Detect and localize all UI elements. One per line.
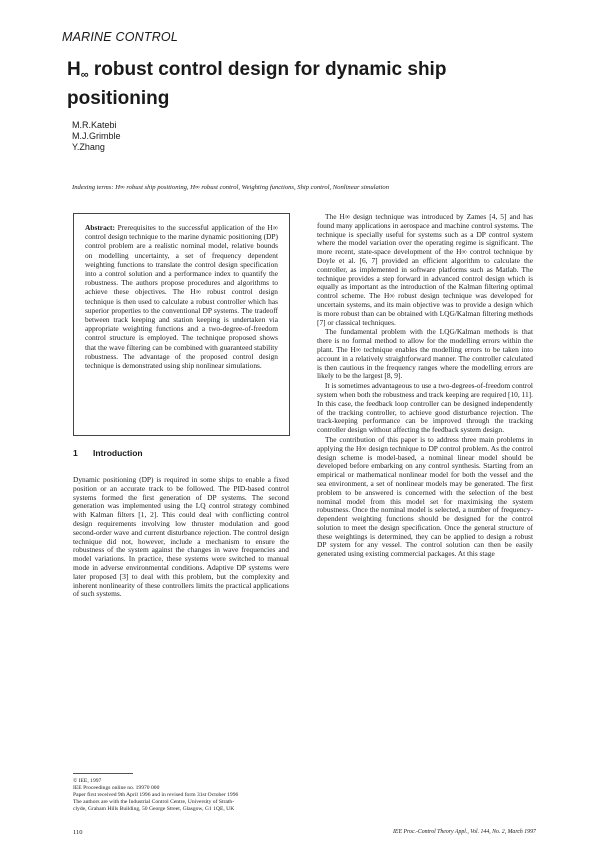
abstract-text: Prerequisites to the successful application of the H∞ control design technique to the marine dynamic positioning (DP) control problem are a realistic nominal model, relative bounds on modelling uncertainty, a set of frequency dependent weighting functions to translate the control design specification into a control solution and a performance index to quantify the robustness. The authors propose procedures and algorithms to achieve these objectives. The H∞ robust control design technique is then used to calculate a robust controller which has superior properties to the conventional DP systems. The tradeoff between track keeping and station keeping is undertaken via appropriate weighting functions and a two-degree-of-freedom control structure is employed. The technique proposed shows that the wave filtering can be combined with guaranteed stability robustness. The advantage of the proposed control design technique is demonstrated using ship nonlinear simulations. (85, 223, 278, 371)
keywords-label: Indexing terms: (72, 184, 114, 191)
footnote-line: IEE Proceedings online no. 19970 000 (73, 785, 160, 791)
left-column (73, 476, 289, 599)
section-label: MARINE CONTROL (62, 30, 179, 44)
abstract-paragraph (85, 223, 278, 370)
footnote-line: © IEE, 1997 (73, 778, 102, 784)
abstract-box (73, 213, 290, 436)
author-list (72, 120, 121, 153)
right-column (317, 212, 533, 559)
author-name: M.J.Grimble (72, 131, 121, 141)
journal-citation: IEE Proc.-Control Theory Appl., Vol. 144, No. 2, March 1997 (393, 829, 536, 835)
footnotes (73, 778, 289, 813)
footnote-line: clyde, Graham Hills Building, 50 George Street, Glasgow, G1 1QE, UK (73, 806, 235, 812)
title-prefix: H (67, 59, 81, 80)
page-number: 110 (73, 829, 83, 836)
body-paragraph: The fundamental problem with the LQG/Kalman methods is that there is no formal method to allow for the modelling errors within the plant. The H∞ technique enables the modelling errors to be taken into account in a relatively straightforward manner. The controller calculated is then cautious in the frequency ranges where the modelling errors are likely to be the largest [8, 9]. (317, 327, 533, 381)
footnote-line: The authors are with the Industrial Control Centre, University of Strath- (73, 799, 235, 805)
author-name: Y.Zhang (72, 142, 105, 152)
keywords-text: H∞ robust ship positioning, H∞ robust control, Weighting functions, Ship control, Nonlinear simulation (113, 184, 389, 191)
keywords-line (72, 184, 552, 191)
abstract-label: Abstract: (85, 223, 115, 232)
footnote-line: Paper first received 9th April 1996 and in revised form 31st October 1996 (73, 792, 239, 798)
section-number: 1 (73, 448, 78, 458)
section-heading (73, 448, 143, 458)
author-name: M.R.Katebi (72, 120, 117, 130)
section-title: Introduction (93, 448, 143, 458)
body-paragraph: The H∞ design technique was introduced by Zames [4, 5] and has found many applications in aerospace and machine control systems. The technique is specially useful for systems such as a DP control system where the model variation over the operating regime is significant. The more recent, state-space development of the H∞ control technique by Doyle et al. [6, 7] provided an efficient algorithm to calculate the controller, as implemented in software platforms such as Matlab. The technique provides a step forward in advanced control design which is equally as important as the introduction of the Kalman filtering optimal control scheme. The H∞ robust design technique was developed for uncertain systems, and its main objective was to provide a design which is more robust than can be obtained with LQG/Kalman filtering methods [7] or classical techniques. (317, 212, 533, 327)
paper-title (67, 58, 507, 110)
body-paragraph: The contribution of this paper is to address three main problems in applying the H∞ design technique to DP control problem. As the control design scheme is model-based, a nominal linear model should be developed before embarking on any control synthesis. Starting from an empirical or mathematical nonlinear model for both the vessel and the sea environment, a set of nonlinear models may be generated. The first problem to be answered is concerned with the selection of the best nominal model from this model set for maximising the system robustness. Once the nominal model is selected, a number of frequency-dependent weighting functions should be designed for the control solution to meet the design specification. Once the general structure of these weightings is determined, they can be applied to design a robust DP system for any vessel. The control solution can then be easily generated using existing commercial packages. At this stage (317, 434, 533, 559)
body-paragraph: It is sometimes advantageous to use a two-degrees-of-freedom control system when both the robustness and track keeping are required [10, 11]. In this case, the feedback loop controller can be designed independently of the tracking controller, to achieve good disturbance rejection. The track-keeping performance can be improved through the tracking controller design without affecting the feedback system design. (317, 381, 533, 435)
footnote-divider (73, 773, 133, 774)
title-subscript: ∞ (80, 69, 89, 81)
body-paragraph: Dynamic positioning (DP) is required in some ships to enable a fixed position or an accurate track to be followed. The PID-based control systems formed the first generation of DP systems. The second generation was implemented using the LQ control strategy combined with Kalman filters [1, 2]. This could deal with conflicting control design requirements involving low thruster modulation and good second-order wave and current disturbance rejection. The control design technique did not, however, include a mechanism to ensure the robustness of the system against the changes in wave frequencies and model variations. In practice, these systems were switched to manual mode in adverse environmental conditions. Adaptive DP systems were later proposed [3] to deal with this problem, but the complexity and inherent nonlinearity of these controllers limits the practical applications of such systems. (73, 475, 289, 599)
title-rest: robust control design for dynamic ship positioning (67, 59, 447, 109)
